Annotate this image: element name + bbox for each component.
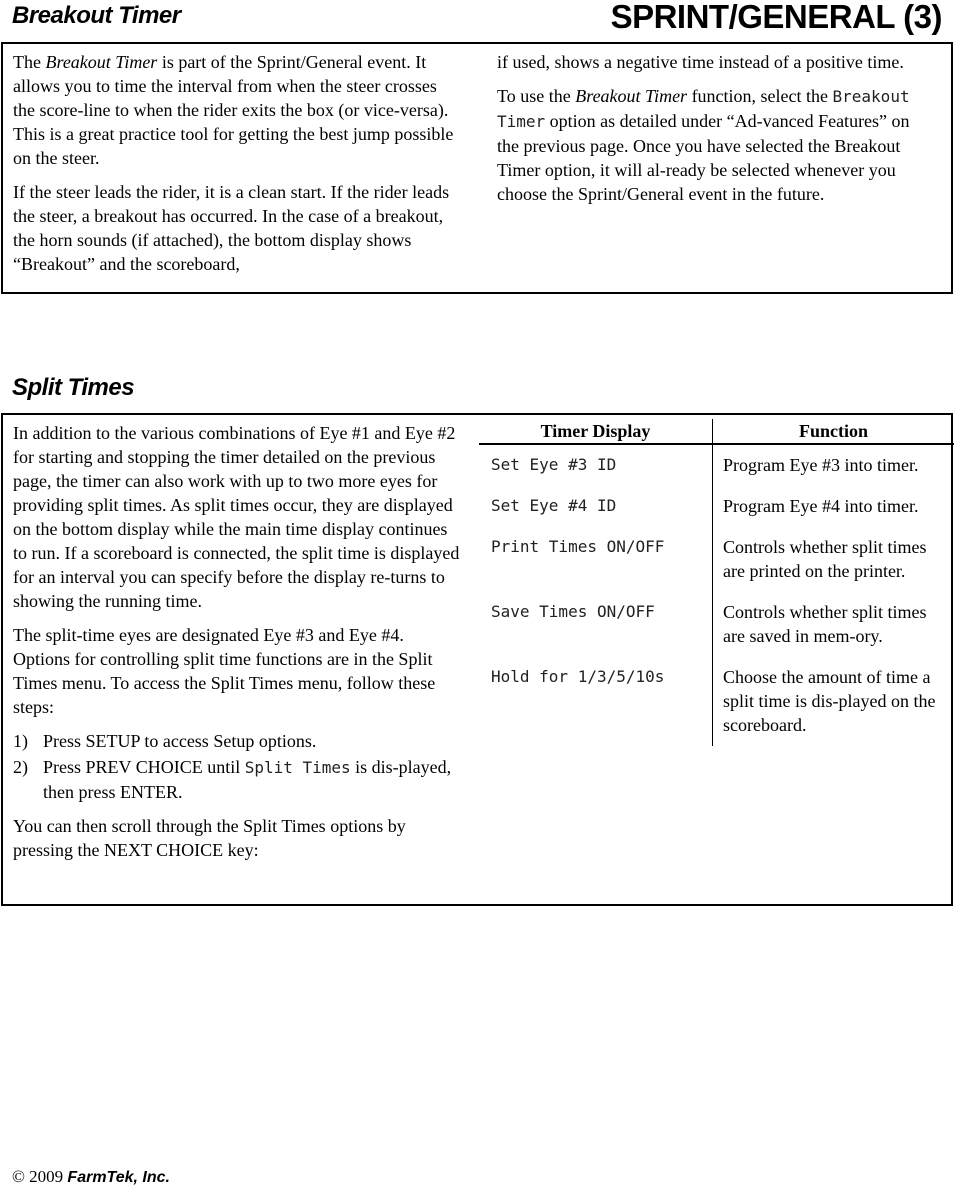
timer-display-cell: Hold for 1/3/5/10s xyxy=(479,657,713,746)
timer-display-cell: Print Times ON/OFF xyxy=(479,527,713,592)
footer xyxy=(12,1167,170,1187)
brand-name: FarmTek, Inc. xyxy=(67,1169,170,1186)
breakout-left-column xyxy=(13,50,463,286)
timer-display-cell: Set Eye #3 ID xyxy=(479,444,713,486)
timer-display-cell: Set Eye #4 ID xyxy=(479,486,713,527)
split-paragraph-3: You can then scroll through the Split Times options by pressing the NEXT CHOICE key: xyxy=(13,816,406,860)
breakout-paragraph-3: To use the Breakout Timer function, select the Breakout Timer option as detailed under “Ad-vanced Features” on the previous page. Once you have selected the Breakout Timer option, it will al-ready be selected whenever you choose the Sprint/General event in the future. xyxy=(497,86,910,204)
table-row xyxy=(479,657,954,746)
timer-display-cell: Save Times ON/OFF xyxy=(479,592,713,657)
breakout-timer-emphasis: Breakout Timer xyxy=(45,52,158,72)
copyright-text: © 2009 xyxy=(12,1167,64,1186)
table-row xyxy=(479,486,954,527)
table-row xyxy=(479,444,954,486)
breakout-paragraph-2: If the steer leads the rider, it is a clean start. If the rider leads the steer, a breakout has occurred. In the case of a breakout, the horn sounds (if attached), the bottom display shows “Breakout” and the scoreboard, xyxy=(13,182,450,274)
section-title: Breakout Timer xyxy=(12,2,181,29)
table-row xyxy=(479,592,954,657)
split-paragraph-1: In addition to the various combinations of Eye #1 and Eye #2 for starting and stopping the timer detailed on the previous page, the timer can also work with up to two more eyes for providing split times. As split times occur, they are displayed on the bottom display while the main time display continues to run. If a scoreboard is connected, the split time is displayed for an interval you can specify before the display re-turns to showing the running time. xyxy=(13,423,460,611)
breakout-right-column xyxy=(497,50,929,216)
split-times-box xyxy=(1,413,953,906)
function-cell: Controls whether split times are saved in mem-ory. xyxy=(723,602,927,646)
breakout-box xyxy=(1,42,953,294)
function-cell: Controls whether split times are printed on the printer. xyxy=(723,537,927,581)
page-title: SPRINT/GENERAL (3) xyxy=(610,0,942,35)
step-item: 1) Press SETUP to access Setup options. xyxy=(13,731,317,751)
split-times-options-table xyxy=(479,419,954,746)
step-item: 2) Press PREV CHOICE until Split Times is dis-played, then press ENTER. xyxy=(13,757,452,802)
breakout-paragraph-1: The Breakout Timer is part of the Sprint/General event. It allows you to time the interval from when the steer crosses the score-line to when the rider exits the box (or vice-versa). This is a great practice tool for getting the best jump possible on the steer. xyxy=(13,52,454,168)
setup-steps-list xyxy=(13,729,463,804)
split-times-title: Split Times xyxy=(12,374,135,401)
function-cell: Program Eye #3 into timer. xyxy=(723,455,919,475)
function-cell: Choose the amount of time a split time is dis-played on the scoreboard. xyxy=(723,667,936,735)
function-cell: Program Eye #4 into timer. xyxy=(723,496,919,516)
split-times-left-column xyxy=(13,421,463,872)
split-times-menu-code: Split Times xyxy=(244,758,351,777)
breakout-paragraph-2-continued: if used, shows a negative time instead of a positive time. xyxy=(497,52,904,72)
breakout-timer-option-code: Breakout Timer xyxy=(497,87,910,131)
table-row xyxy=(479,527,954,592)
split-paragraph-2: The split-time eyes are designated Eye #3 and Eye #4. Options for controlling split time functions are in the Split Times menu. To access the Split Times menu, follow these steps: xyxy=(13,625,436,717)
column-header-timer-display: Timer Display xyxy=(479,419,713,444)
column-header-function: Function xyxy=(713,419,955,444)
